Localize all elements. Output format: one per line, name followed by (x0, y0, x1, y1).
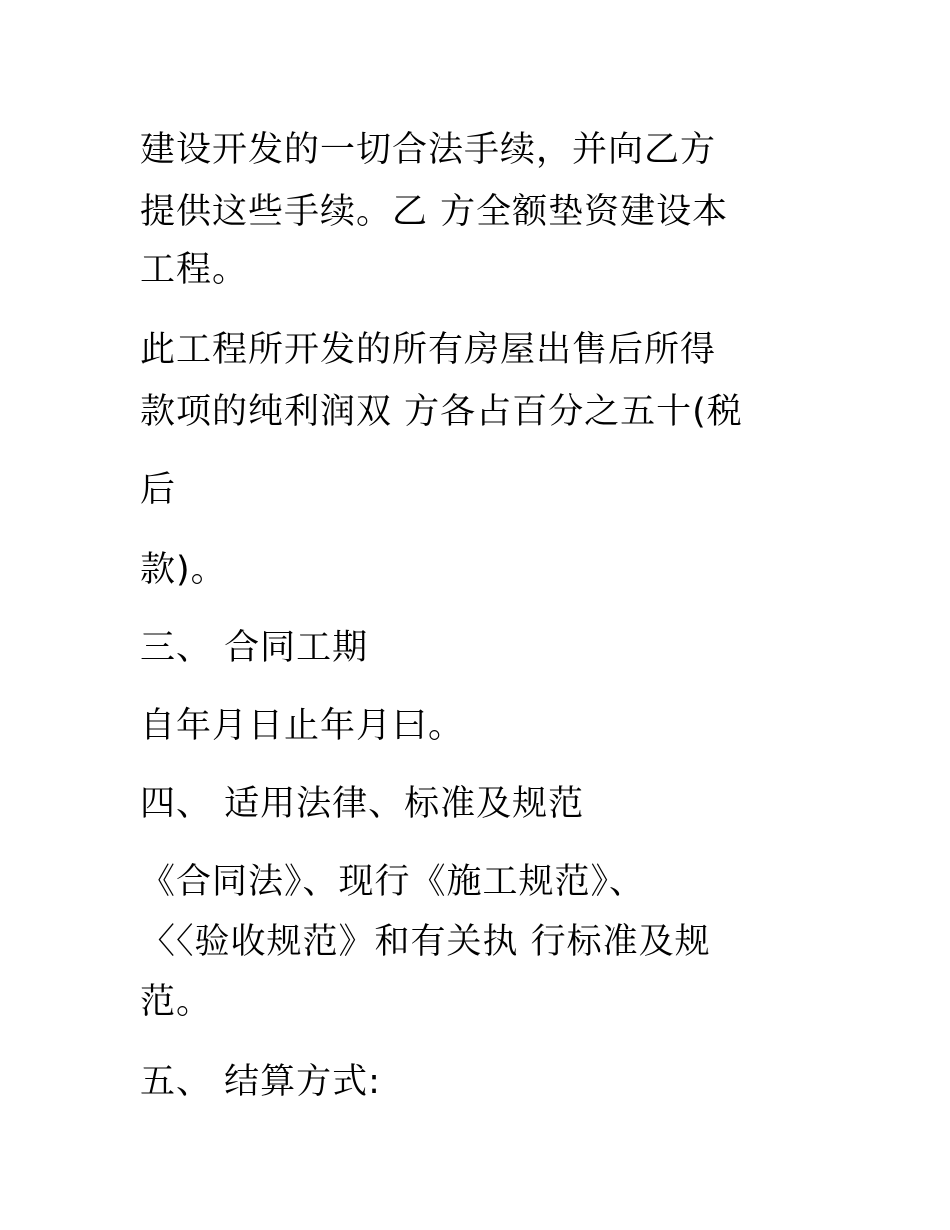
text-line: 《合同法》、现行《施工规范》、 (140, 862, 646, 902)
text-line: 此工程所开发的所有房屋出售后所得 (140, 330, 717, 370)
text-line: 款)。 (140, 550, 227, 590)
text-line: 〈〈验收规范》和有关执 行标准及规 (140, 922, 711, 962)
section-heading: 四、 适用法律、标准及规范 (140, 784, 585, 824)
text-line: 提供这些手续。乙 方全额垫资建设本 (140, 192, 729, 232)
text-line: 款项的纯利润双 方各占百分之五十(税 (140, 392, 743, 432)
text-line: 工程。 (140, 250, 249, 290)
text-line: 范。 (140, 982, 213, 1022)
section-heading: 五、 结算方式: (140, 1062, 381, 1102)
section-heading: 三、 合同工期 (140, 628, 369, 668)
text-line: 自年月日止年月曰。 (140, 706, 465, 746)
text-line: 建设开发的一切合法手续，并向乙方 (140, 130, 717, 170)
text-line: 后 (140, 470, 177, 510)
